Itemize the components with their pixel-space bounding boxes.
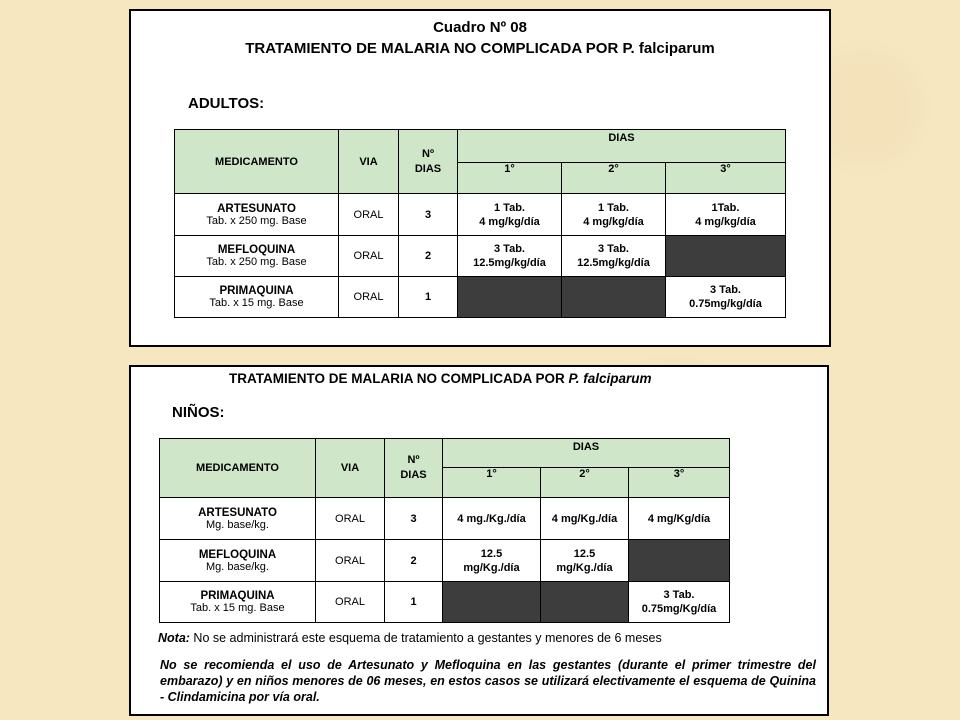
adultos-title-species: P. falciparum: [622, 40, 715, 57]
header-day-2: 2°: [562, 163, 666, 194]
header-dias: DIAS: [443, 439, 730, 468]
header-medicamento: MEDICAMENTO: [160, 439, 316, 498]
header-day-1: 1°: [443, 468, 541, 498]
drug-detail: Tab. x 15 mg. Base: [190, 602, 285, 614]
dose-day-2: 1 Tab. 4 mg/kg/día: [562, 194, 666, 236]
dose-day-3: 4 mg/Kg/día: [629, 498, 730, 540]
dose-day-1: 3 Tab. 12.5mg/kg/día: [458, 236, 562, 277]
via-cell: ORAL: [316, 582, 385, 623]
via-cell: ORAL: [316, 540, 385, 582]
days-cell: 2: [399, 236, 458, 277]
table-row: [175, 236, 786, 277]
table-row: [175, 277, 786, 318]
days-cell: 1: [385, 582, 443, 623]
drug-name: MEFLOQUINA: [217, 244, 296, 256]
adultos-title: [131, 40, 829, 57]
ninos-panel: [129, 365, 829, 716]
adultos-panel: [129, 9, 831, 347]
drug-cell: [160, 582, 316, 623]
empty-dark-cell: [666, 236, 786, 277]
table-row: [160, 540, 730, 582]
header-via: VIA: [339, 130, 399, 194]
ninos-title-main: TRATAMIENTO DE MALARIA NO COMPLICADA POR: [229, 371, 569, 386]
nota-label: Nota:: [158, 631, 190, 645]
drug-cell: [175, 194, 339, 236]
table-row: [160, 498, 730, 540]
via-cell: ORAL: [339, 236, 399, 277]
table-row: [160, 582, 730, 623]
drug-cell: [160, 540, 316, 582]
empty-dark-cell: [629, 540, 730, 582]
nota: [158, 631, 808, 645]
ninos-title: [229, 371, 652, 386]
drug-detail: Mg. base/kg.: [206, 518, 269, 531]
dose-day-1: 12.5 mg/Kg./día: [443, 540, 541, 582]
drug-detail: Tab. x 250 mg. Base: [206, 256, 307, 268]
cuadro-number: Cuadro Nº 08: [433, 19, 527, 36]
empty-dark-cell: [562, 277, 666, 318]
header-day-3: 3°: [629, 468, 730, 498]
drug-detail: Tab. x 15 mg. Base: [209, 297, 304, 309]
adultos-title-main: TRATAMIENTO DE MALARIA NO COMPLICADA POR: [245, 40, 623, 57]
drug-cell: [160, 498, 316, 540]
adultos-table: [174, 129, 786, 318]
nota-text: No se administrará este esquema de tratamiento a gestantes y menores de 6 meses: [189, 631, 662, 645]
drug-name: PRIMAQUINA: [219, 285, 294, 297]
header-day-3: 3°: [666, 163, 786, 194]
dose-day-1: 1 Tab. 4 mg/kg/día: [458, 194, 562, 236]
ninos-section-label: NIÑOS:: [172, 404, 225, 421]
header-dias: DIAS: [458, 130, 786, 163]
drug-detail: Mg. base/kg.: [206, 560, 269, 573]
dose-day-3: 1Tab. 4 mg/kg/día: [666, 194, 786, 236]
days-cell: 1: [399, 277, 458, 318]
header-day-1: 1°: [458, 163, 562, 194]
table-row: [175, 194, 786, 236]
header-day-2: 2°: [541, 468, 629, 498]
via-cell: ORAL: [339, 194, 399, 236]
dose-day-3: 3 Tab. 0.75mg/kg/día: [666, 277, 786, 318]
dose-day-2: 3 Tab. 12.5mg/kg/día: [562, 236, 666, 277]
drug-name: ARTESUNATO: [217, 202, 296, 215]
via-cell: ORAL: [316, 498, 385, 540]
drug-detail: Tab. x 250 mg. Base: [206, 214, 307, 227]
days-cell: 3: [399, 194, 458, 236]
header-medicamento: MEDICAMENTO: [175, 130, 339, 194]
drug-name: MEFLOQUINA: [198, 548, 277, 561]
days-cell: 3: [385, 498, 443, 540]
adultos-section-label: ADULTOS:: [188, 95, 265, 112]
header-via: VIA: [316, 439, 385, 498]
warning-paragraph: No se recomienda el uso de Artesunato y Mefloquina en las gestantes (durante el primer trimestre del embarazo) y en niños menores de 06 meses, en estos casos se utilizará electivamente el esquema de Quinina - Clindamicina por vía oral.: [160, 658, 816, 704]
header-num-dias: Nº DIAS: [399, 130, 458, 194]
dose-day-2: 12.5 mg/Kg./día: [541, 540, 629, 582]
empty-dark-cell: [443, 582, 541, 623]
empty-dark-cell: [541, 582, 629, 623]
drug-name: ARTESUNATO: [198, 506, 277, 519]
header-num-dias: Nº DIAS: [385, 439, 443, 498]
drug-cell: [175, 236, 339, 277]
ninos-title-species: P. falciparum: [568, 371, 652, 386]
days-cell: 2: [385, 540, 443, 582]
dose-day-2: 4 mg/Kg./día: [541, 498, 629, 540]
ninos-table: [159, 438, 730, 623]
empty-dark-cell: [458, 277, 562, 318]
via-cell: ORAL: [339, 277, 399, 318]
drug-name: PRIMAQUINA: [200, 590, 275, 602]
dose-day-3: 3 Tab. 0.75mg/Kg/día: [629, 582, 730, 623]
dose-day-1: 4 mg./Kg./día: [443, 498, 541, 540]
drug-cell: [175, 277, 339, 318]
